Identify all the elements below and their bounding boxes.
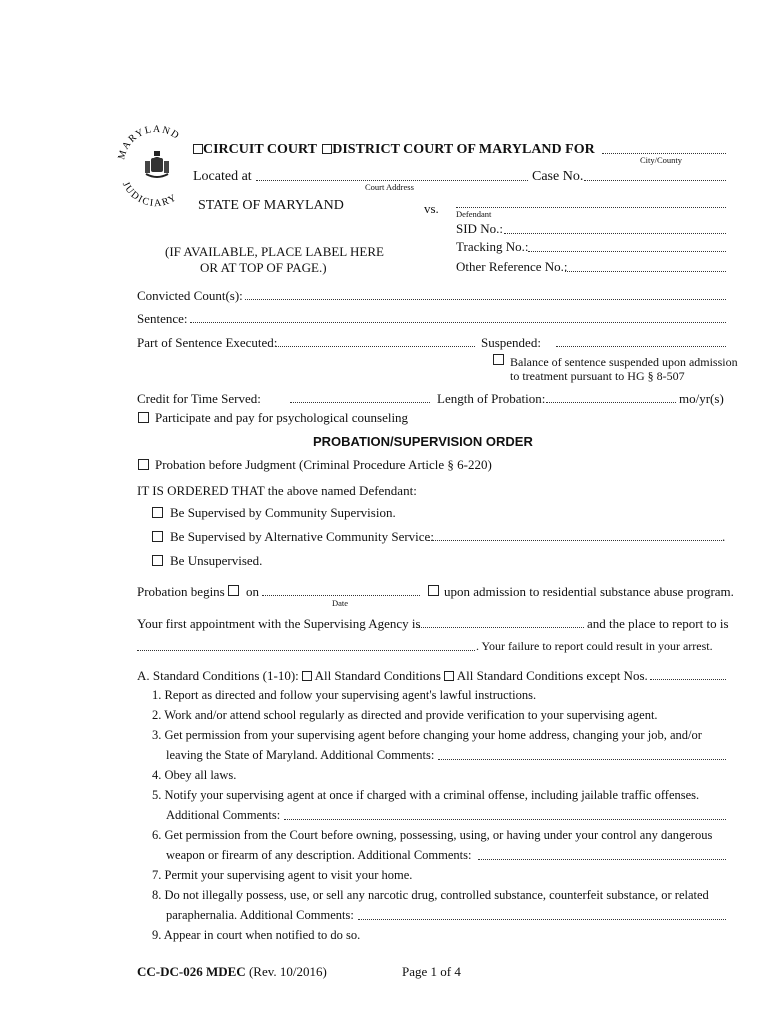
svg-text:JUDICIARY [120,180,180,209]
alternative-service-field[interactable] [428,540,722,541]
all-standard-checkbox[interactable] [302,671,312,681]
conditions-a-label: A. Standard Conditions (1-10): [137,668,299,683]
condition-1: 1. Report as directed and follow your supervising agent's lawful instructions. [152,688,537,702]
credit-label: Credit for Time Served: [137,391,261,406]
circuit-court-label: CIRCUIT COURT [203,142,317,157]
sid-no-label: SID No.: [456,221,503,236]
condition-5b: Additional Comments: [166,808,281,822]
condition-3a: 3. Get permission from your supervising agent before changing your home address, changing your job, and/or [152,728,702,742]
convicted-counts-field[interactable] [245,299,726,300]
court-address-field[interactable] [256,180,528,181]
date-label: Date [332,598,349,608]
circuit-court-checkbox[interactable] [193,144,203,154]
case-no-field[interactable] [584,180,726,181]
alternative-service-label: Be Supervised by Alternative Community Service: [170,529,434,544]
pbj-checkbox[interactable] [138,459,149,470]
tracking-no-field[interactable] [528,251,726,252]
upon-admission-checkbox[interactable] [428,585,439,596]
first-appt-label: Your first appointment with the Supervising Agency is [137,616,421,631]
probation-begins-label: Probation begins [137,584,225,599]
condition-2: 2. Work and/or attend school regularly as directed and provide verification to your supervising agent. [152,708,658,722]
unsupervised-checkbox[interactable] [152,555,163,566]
balance-label-1: Balance of sentence suspended upon admission [510,355,738,369]
defendant-field[interactable] [456,207,726,208]
other-ref-label: Other Reference No.: [456,259,568,274]
condition-3b: leaving the State of Maryland. Additional Comments: [166,748,435,762]
failure-label: . Your failure to report could result in your arrest. [476,639,713,653]
court-address-label: Court Address [365,182,414,192]
credit-field[interactable] [290,402,430,403]
period-mark: . [722,529,726,544]
balance-label-2: to treatment pursuant to HG § 8-507 [510,369,685,383]
mo-yr-label: mo/yr(s) [679,391,724,406]
place-report-label: and the place to report to is [587,616,729,631]
length-field[interactable] [546,402,676,403]
condition-8b: paraphernalia. Additional Comments: [166,908,354,922]
all-except-label: All Standard Conditions except Nos. [456,668,648,683]
pbj-label: Probation before Judgment (Criminal Procedure Article § 6-220) [155,457,492,472]
form-id: CC-DC-026 MDEC [137,964,246,979]
condition-5-comments-field[interactable] [284,819,726,820]
district-court-checkbox[interactable] [322,144,332,154]
except-nos-field[interactable] [650,679,726,680]
balance-suspended-checkbox[interactable] [493,354,504,365]
condition-8-comments-field[interactable] [358,919,726,920]
sentence-field[interactable] [190,322,726,323]
coat-of-arms-icon [145,151,169,177]
psych-label: Participate and pay for psychological counseling [155,410,409,425]
ordered-label: IT IS ORDERED THAT the above named Defendant: [137,483,417,498]
community-supervision-label: Be Supervised by Community Supervision. [170,505,396,520]
city-county-label: City/County [640,155,683,165]
state-label: STATE OF MARYLAND [198,198,344,213]
form-rev: (Rev. 10/2016) [248,964,327,979]
seal-bottom-text: JUDICIARY [119,180,180,210]
other-ref-field[interactable] [565,271,726,272]
condition-7: 7. Permit your supervising agent to visit your home. [152,868,413,882]
on-label: on [246,584,259,599]
condition-6b: weapon or firearm of any description. Additional Comments: [166,848,472,862]
seal-top-text: MARYLAND [116,123,182,161]
label-note-1: (IF AVAILABLE, PLACE LABEL HERE [165,244,384,259]
page-number: Page 1 of 4 [402,964,461,979]
condition-6-comments-field[interactable] [478,859,726,860]
condition-4: 4. Obey all laws. [152,768,237,782]
case-no-label: Case No. [532,169,584,184]
probation-date-field[interactable] [262,595,420,596]
tracking-no-label: Tracking No.: [456,239,529,254]
located-at-label: Located at [193,169,252,184]
condition-3-comments-field[interactable] [438,759,726,760]
conditions-header [137,668,648,684]
upon-admission-label: upon admission to residential substance abuse program. [444,584,734,599]
probation-begins-on-checkbox[interactable] [228,585,239,596]
sentence-label: Sentence: [137,311,188,326]
suspended-field[interactable] [556,346,726,347]
condition-6a: 6. Get permission from the Court before owning, possessing, using, or having under your control any dangerous [152,828,713,842]
defendant-label: Defendant [456,209,492,219]
part-executed-field[interactable] [275,346,475,347]
condition-5a: 5. Notify your supervising agent at once if charged with a criminal offense, including jailable traffic offenses. [152,788,700,802]
all-except-checkbox[interactable] [444,671,454,681]
psych-checkbox[interactable] [138,412,149,423]
unsupervised-label: Be Unsupervised. [170,553,263,568]
svg-text:MARYLAND [116,124,182,161]
condition-8a: 8. Do not illegally possess, use, or sell any narcotic drug, controlled substance, counterfeit substance, or related [152,888,709,902]
footer-form-id [137,964,327,980]
suspended-label: Suspended: [481,335,541,350]
length-label: Length of Probation: [437,391,546,406]
label-note-2: OR AT TOP OF PAGE.) [200,260,327,275]
city-county-field[interactable] [602,153,726,154]
all-standard-label: All Standard Conditions [314,668,441,683]
district-court-label: DISTRICT COURT OF MARYLAND FOR [332,142,595,157]
report-place-field[interactable] [137,650,475,651]
condition-9: 9. Appear in court when notified to do so. [152,928,361,942]
community-supervision-checkbox[interactable] [152,507,163,518]
part-executed-label: Part of Sentence Executed: [137,335,278,350]
order-title: PROBATION/SUPERVISION ORDER [313,434,533,449]
maryland-judiciary-seal [110,118,202,210]
vs-label: vs. [424,201,439,216]
alternative-service-checkbox[interactable] [152,531,163,542]
sid-no-field[interactable] [504,233,726,234]
convicted-counts-label: Convicted Count(s): [137,288,243,303]
first-appt-field[interactable] [416,627,584,628]
